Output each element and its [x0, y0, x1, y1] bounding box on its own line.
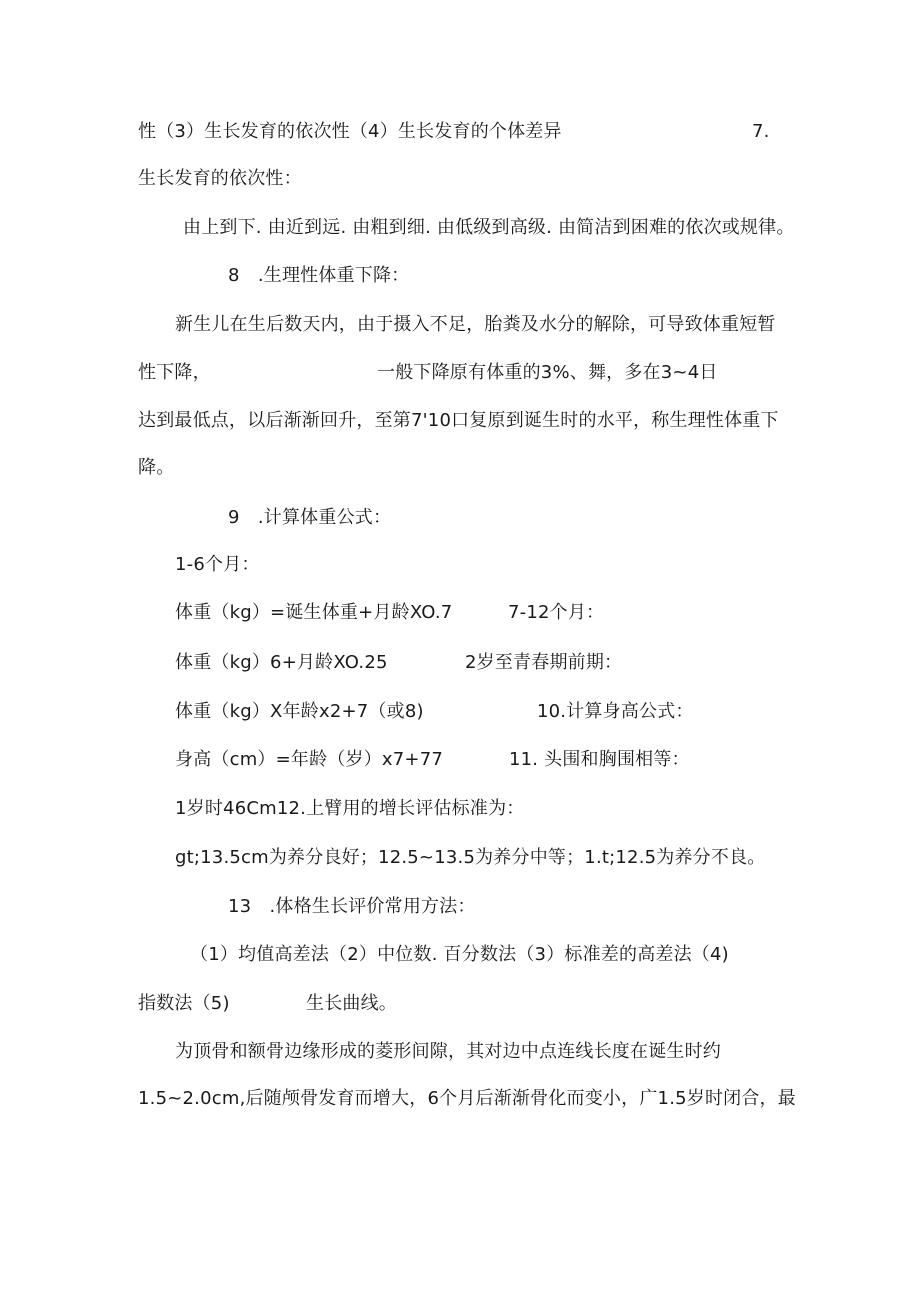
section-heading: 10.计算身高公式：: [537, 701, 694, 722]
text-line: 7.: [752, 121, 770, 142]
text-line: 达到最低点，以后渐渐回升，至第7'10口复原到诞生时的水平，称生理性体重下: [138, 410, 779, 431]
formula-line: 体重（kg）6+月龄XO.25: [175, 652, 388, 673]
text-line: 2岁至青春期前期：: [465, 652, 623, 673]
text-line: （1）均值高差法（2）中位数. 百分数法（3）标准差的高差法（4): [190, 944, 729, 965]
text-line: 为顶骨和额骨边缘形成的菱形间隙，其对边中点连线长度在诞生时约: [175, 1041, 721, 1062]
text-line: 生长发育的依次性：: [138, 168, 302, 189]
section-heading: 11. 头围和胸围相等：: [509, 749, 690, 770]
text-line: 性（3）生长发育的依次性（4）生长发育的个体差异: [138, 121, 562, 142]
text-line: 1-6个月：: [175, 554, 260, 575]
text-line: gt;13.5cm为养分良好；12.5~13.5为养分中等；1.t;12.5为养分不良。: [175, 847, 766, 868]
formula-line: 身高（cm）=年龄（岁）x7+77: [175, 749, 444, 770]
text-line: 降。: [138, 457, 175, 478]
text-line: 由上到下. 由近到远. 由粗到细. 由低级到高级. 由简洁到困难的依次或规律。: [183, 217, 795, 238]
text-line: 指数法（5): [138, 993, 230, 1014]
formula-line: 体重（kg）=诞生体重+月龄XO.7: [175, 602, 453, 623]
section-heading: 13 .体格生长评价常用方法：: [228, 896, 476, 917]
text-line: 生长曲线。: [306, 993, 397, 1014]
section-heading: 9 .计算体重公式：: [228, 507, 392, 528]
text-line: 新生儿在生后数天内，由于摄入不足，胎粪及水分的解除，可导致体重短暂: [175, 314, 776, 335]
text-line: 7-12个月：: [508, 602, 605, 623]
text-line: 1岁时46Cm12.上臂用的增长评估标准为：: [175, 798, 525, 819]
section-heading: 8 .生理性体重下降：: [228, 265, 410, 286]
text-line: 1.5~2.0cm,后随颅骨发育而增大，6个月后渐渐骨化而变小，广1.5岁时闭合，最: [138, 1088, 796, 1109]
formula-line: 体重（kg）X年龄x2+7（或8): [175, 701, 424, 722]
text-line: 性下降，: [138, 362, 211, 383]
text-line: 一般下降原有体重的3%、舞，多在3~4日: [377, 362, 718, 383]
